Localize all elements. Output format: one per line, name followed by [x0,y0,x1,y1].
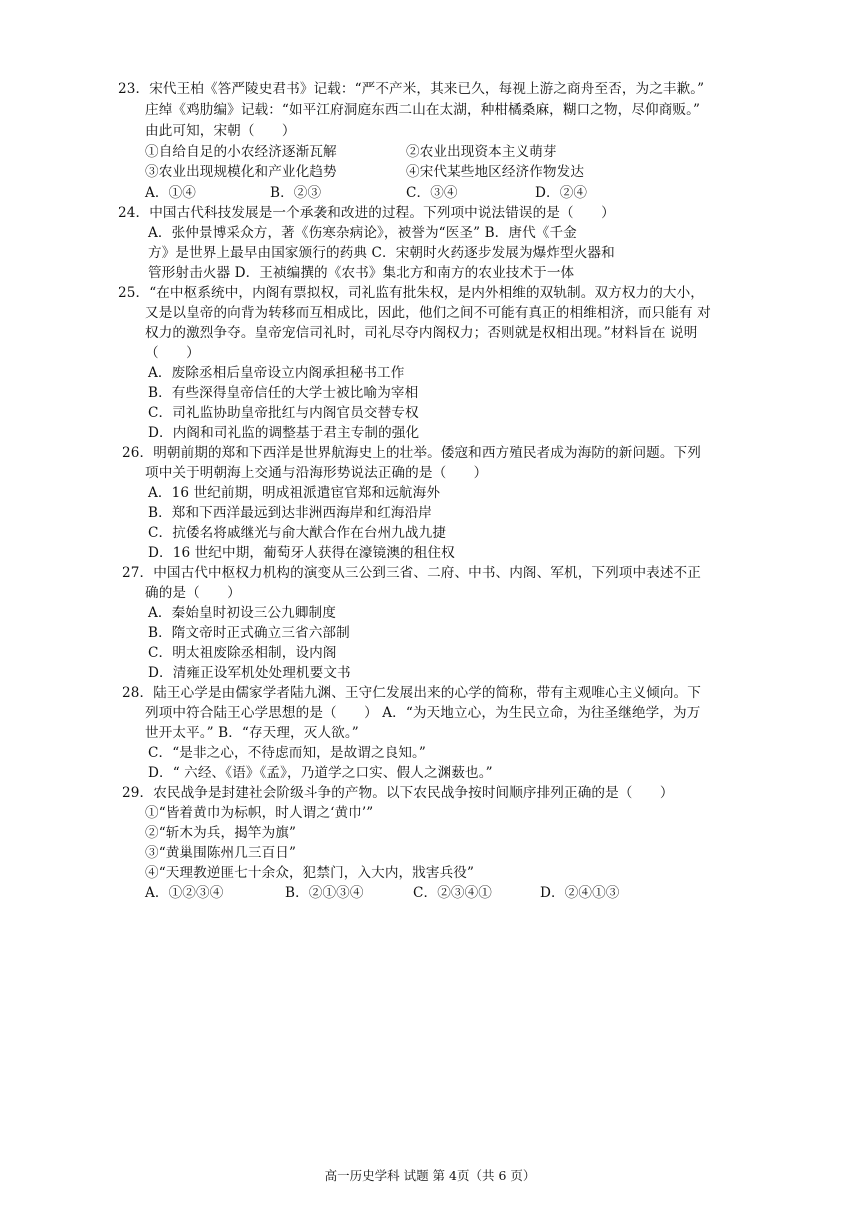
choice-c: C．“是非之心，不待虑而知，是故谓之良知。” [148,745,426,761]
choice-a: A．废除丞相后皇帝设立内阁承担秘书工作 [148,365,405,381]
choice-b: B．有些深得皇帝信任的大学士被比喻为宰相 [148,385,419,401]
choice-a: A．16 世纪前期，明成祖派遣宦官郑和远航海外 [148,485,441,501]
question-text: 29．农民战争是封建社会阶级斗争的产物。以下农民战争按时间顺序排列正确的是（ ） [122,785,674,801]
choice-c: C．②③④① [413,885,492,901]
option-text: A．张仲景博采众方，著《伤寒杂病论》，被誉为“医圣” B．唐代《千金 [148,225,577,241]
question-text: 23．宋代王柏《答严陵史君书》记载：“严不产米，其来已久，每视上游之商舟至否，为之丰歉。” [118,81,705,97]
option-text: ④宋代某些地区经济作物发达 [406,164,585,180]
choice-d: D．②④ [535,185,588,201]
option-text: 方》是世界上最早由国家颁行的药典 C．宋朝时火药逐步发展为爆炸型火器和 [148,245,615,261]
choice-d: D．“ 六经、《语》《孟》，乃道学之口实、假人之渊薮也。” [148,765,493,781]
choice-c: C．司礼监协助皇帝批红与内阁官员交替专权 [148,405,419,421]
choice-b: B．②③ [270,185,322,201]
option-text: ①自给自足的小农经济逐渐瓦解 [145,144,337,160]
choice-b: B．郑和下西洋最远到达非洲西海岸和红海沿岸 [148,505,432,521]
question-text: 权力的激烈争夺。皇帝宠信司礼时，司礼尽夺内阁权力；否则就是权相出现。”材料旨在 说明 [145,325,698,341]
choice-d: D．清雍正设军机处处理机要文书 [148,665,351,681]
question-text: 24．中国古代科技发展是一个承袭和改进的过程。下列项中说法错误的是（ ） [118,205,615,221]
choice-a: A．①②③④ [145,885,224,901]
quote-item: ②“斩木为兵，揭竿为旗” [145,825,297,841]
page-footer: 高一历史学科 试题 第 4页（共 6 页） [324,1168,536,1183]
question-text: 26．明朝前期的郑和下西洋是世界航海史上的壮举。倭寇和西方殖民者成为海防的新问题。下列 [122,445,701,461]
quote-item: ①“皆着黄巾为标帜，时人谓之‘黄巾’” [145,805,374,821]
choice-d: D．②④①③ [540,885,620,901]
question-text: 27．中国古代中枢权力机构的演变从三公到三省、二府、中书、内阁、军机，下列项中表述不正 [122,565,701,581]
choice-c: C．明太祖废除丞相制，设内阁 [148,645,337,661]
option-text: ③农业出现规模化和产业化趋势 [145,164,337,180]
question-text: 庄绰《鸡肋编》记载：“如平江府洞庭东西二山在太湖，种柑橘桑麻，糊口之物，尽仰商贩。” [145,102,701,118]
choice-d: D．16 世纪中期，葡萄牙人获得在濠镜澳的租住权 [148,545,455,561]
choice-a: A．秦始皇时初设三公九卿制度 [148,605,336,621]
choice-b: B．隋文帝时正式确立三省六部制 [148,625,350,641]
question-text: 项中关于明朝海上交通与沿海形势说法正确的是（ ） [145,465,488,481]
choice-c: C．抗倭名将戚继光与俞大猷合作在台州九战九捷 [148,525,447,541]
choice-d: D．内阁和司礼监的调整基于君主专制的强化 [148,425,420,441]
choice-b: 世开太平。” B．“存天理，灭人欲。” [145,725,359,741]
quote-item: ④“天理教逆匪七十余众，犯禁门，入大内，戕害兵役” [145,865,475,881]
question-text: （ ） [145,345,200,361]
question-text: 28．陆王心学是由儒家学者陆九渊、王守仁发展出来的心学的简称，带有主观唯心主义倾向。下 [122,685,701,701]
question-text: 又是以皇帝的向背为转移而互相成比，因此，他们之间不可能有真正的相维相济，而只能有 对 [145,305,711,321]
question-text: 由此可知，宋朝（ ） [145,123,296,139]
option-text: ②农业出现资本主义萌芽 [406,144,557,160]
question-text: 确的是（ ） [145,585,241,601]
quote-item: ③“黄巢围陈州几三百日” [145,845,297,861]
option-text: 管形射击火器 D．王祯编撰的《农书》集北方和南方的农业技术于一体 [148,265,575,281]
question-text: 25．“在中枢系统中，内阁有票拟权，司礼监有批朱权，是内外相维的双轨制。双方权力的大小， [118,285,704,301]
choice-b: B．②①③④ [285,885,364,901]
choice-a: A．①④ [145,185,196,201]
question-text: 列项中符合陆王心学思想的是（ ） A．“为天地立心，为生民立命，为往圣继绝学，为万 [145,705,701,721]
choice-c: C．③④ [406,185,458,201]
